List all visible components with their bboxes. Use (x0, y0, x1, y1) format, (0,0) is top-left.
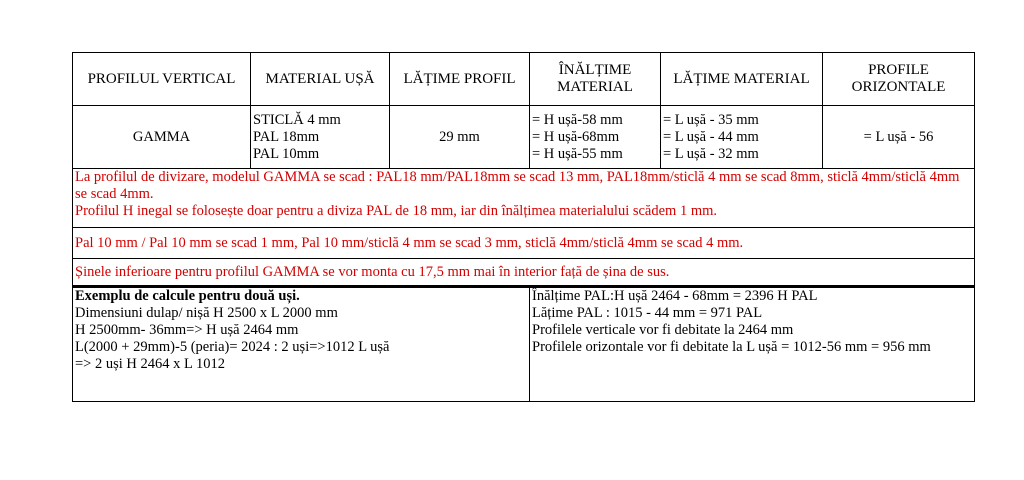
note-divider-text: La profilul de divizare, modelul GAMMA se scad : PAL18 mm/PAL18mm se scad 13 mm, PAL18mm/sticlă 4 mm se scad 8mm, sticlă 4mm/sticlă 4mm se scad 4mm. (75, 169, 960, 202)
height-item: = H ușă-55 mm (532, 145, 623, 162)
example-right-cell (530, 287, 975, 402)
example-line: Lățime PAL : 1015 - 44 mm = 971 PAL (532, 305, 763, 321)
height-item: = H ușă-68mm (532, 128, 620, 145)
header-horizontal-profiles: PROFILE ORIZONTALE (823, 53, 975, 106)
header-row (73, 53, 975, 106)
example-line: => 2 uși H 2464 x L 1012 (75, 356, 225, 372)
header-material-height: ÎNĂLȚIME MATERIAL (530, 53, 661, 106)
example-line: Profilele orizontale vor fi debitate la L ușă = 1012-56 mm = 956 mm (532, 339, 931, 355)
note-divider-cell (73, 169, 975, 228)
width-item: = L ușă - 44 mm (663, 128, 759, 145)
note-pal10-text: Pal 10 mm / Pal 10 mm se scad 1 mm, Pal 10 mm/sticlă 4 mm se scad 3 mm, sticlă 4mm/sticlă 4mm se scad 4 mm. (73, 228, 975, 259)
height-item: = H ușă-58 mm (532, 111, 623, 128)
calculation-table (72, 52, 975, 402)
material-item: PAL 18mm (253, 128, 320, 145)
data-row-gamma (73, 106, 975, 169)
header-profile-width: LĂȚIME PROFIL (390, 53, 530, 106)
materials-cell (251, 106, 390, 169)
material-item: PAL 10mm (253, 145, 320, 162)
horizontal-profile-value: = L ușă - 56 (823, 106, 975, 169)
example-line: Înălțime PAL:H ușă 2464 - 68mm = 2396 H PAL (532, 288, 818, 304)
note-h-profile-text: Profilul H inegal se folosește doar pentru a diviza PAL de 18 mm, iar din înălțimea materialului scădem 1 mm. (75, 203, 718, 219)
note-row-divider (73, 169, 975, 228)
note-row-rails (73, 259, 975, 287)
header-door-material: MATERIAL UȘĂ (251, 53, 390, 106)
example-line: Profilele verticale vor fi debitate la 2464 mm (532, 322, 794, 338)
example-row (73, 287, 975, 402)
example-left-cell (73, 287, 530, 402)
profile-name: GAMMA (73, 106, 251, 169)
width-item: = L ușă - 35 mm (663, 111, 759, 128)
example-line: Dimensiuni dulap/ nișă H 2500 x L 2000 mm (75, 305, 338, 321)
note-row-pal10 (73, 228, 975, 259)
calculation-table-container (72, 52, 974, 402)
header-material-width: LĂȚIME MATERIAL (661, 53, 823, 106)
example-title: Exemplu de calcule pentru două uși. (75, 288, 300, 304)
profile-width-value: 29 mm (390, 106, 530, 169)
note-rails-text: Șinele inferioare pentru profilul GAMMA se vor monta cu 17,5 mm mai în interior față de șina de sus. (73, 259, 975, 287)
example-line: L(2000 + 29mm)-5 (peria)= 2024 : 2 uși=>1012 L ușă (75, 339, 390, 355)
header-vertical-profile: PROFILUL VERTICAL (73, 53, 251, 106)
heights-cell (530, 106, 661, 169)
example-line: H 2500mm- 36mm=> H ușă 2464 mm (75, 322, 299, 338)
width-item: = L ușă - 32 mm (663, 145, 759, 162)
material-item: STICLĂ 4 mm (253, 111, 341, 128)
widths-cell (661, 106, 823, 169)
